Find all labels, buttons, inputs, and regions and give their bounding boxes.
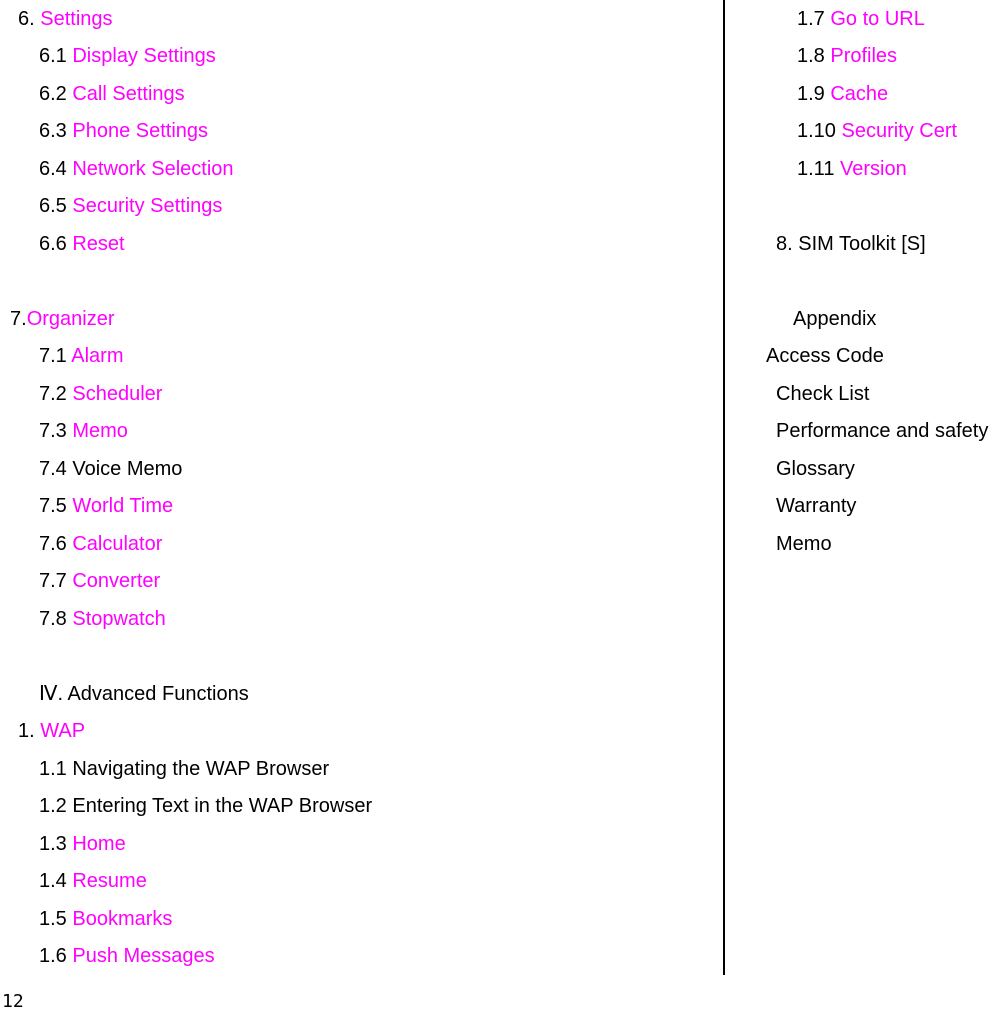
appendix-item: Access Code	[766, 345, 884, 367]
toc-link[interactable]: Cache	[830, 83, 889, 105]
toc-link[interactable]: World Time	[72, 495, 174, 517]
toc-item[interactable]: 1.10 Security Cert	[797, 120, 958, 142]
toc-link[interactable]: Calculator	[72, 533, 163, 555]
toc-link[interactable]: Security Settings	[72, 195, 223, 217]
toc-item[interactable]: 1.8 Profiles	[797, 45, 898, 67]
toc-item[interactable]: 1.6 Push Messages	[39, 945, 215, 967]
toc-item[interactable]: 1.9 Cache	[797, 83, 889, 105]
appendix-item: Performance and safety	[776, 420, 989, 442]
toc-link[interactable]: Stopwatch	[72, 608, 166, 630]
toc-item[interactable]: 7.7 Converter	[39, 570, 161, 592]
toc-item[interactable]: 1.4 Resume	[39, 870, 147, 892]
toc-item[interactable]: 7.2 Scheduler	[39, 383, 163, 405]
toc-link[interactable]: Converter	[72, 570, 161, 592]
appendix-item: Warranty	[776, 495, 857, 517]
toc-link[interactable]: Push Messages	[72, 945, 215, 967]
toc-link[interactable]: Bookmarks	[72, 908, 173, 930]
toc-link-organizer[interactable]: Organizer	[26, 308, 115, 330]
toc-link[interactable]: Call Settings	[72, 83, 185, 105]
toc-section-settings[interactable]: 6. Settings	[18, 8, 113, 30]
toc-link[interactable]: Go to URL	[830, 8, 925, 30]
toc-item-text: 7.4 Voice Memo	[39, 458, 183, 480]
toc-item[interactable]: 6.1 Display Settings	[39, 45, 216, 67]
toc-item[interactable]: 7.1 Alarm	[39, 345, 124, 367]
toc-link[interactable]: Security Cert	[841, 120, 958, 142]
toc-item[interactable]: 1.11 Version	[797, 158, 907, 180]
toc-item-text: 8. SIM Toolkit [S]	[776, 233, 926, 255]
toc-link[interactable]: Network Selection	[72, 158, 234, 180]
toc-link[interactable]: Version	[840, 158, 907, 180]
toc-link[interactable]: Memo	[72, 420, 128, 442]
toc-item[interactable]: 7.8 Stopwatch	[39, 608, 166, 630]
appendix-item: Check List	[776, 383, 870, 405]
toc-link-settings[interactable]: Settings	[40, 8, 113, 30]
toc-item[interactable]: 6.5 Security Settings	[39, 195, 223, 217]
toc-item[interactable]: 1.7 Go to URL	[797, 8, 925, 30]
chapter-heading: Ⅳ. Advanced Functions	[39, 683, 249, 705]
toc-item-text: 1.2 Entering Text in the WAP Browser	[39, 795, 373, 817]
toc-link[interactable]: Alarm	[71, 345, 124, 367]
toc-item[interactable]: 6.3 Phone Settings	[39, 120, 209, 142]
appendix-item: Memo	[776, 533, 832, 555]
appendix-item: Glossary	[776, 458, 855, 480]
toc-item[interactable]: 6.6 Reset	[39, 233, 125, 255]
toc-item[interactable]: 6.2 Call Settings	[39, 83, 185, 105]
toc-item[interactable]: 7.5 World Time	[39, 495, 174, 517]
toc-item[interactable]: 7.6 Calculator	[39, 533, 163, 555]
toc-link[interactable]: Phone Settings	[72, 120, 209, 142]
toc-link[interactable]: Reset	[72, 233, 125, 255]
toc-link[interactable]: Resume	[72, 870, 147, 892]
toc-section-wap[interactable]: 1. WAP	[18, 720, 86, 742]
toc-link-wap[interactable]: WAP	[40, 720, 86, 742]
column-divider	[723, 0, 725, 975]
toc-item[interactable]: 6.4 Network Selection	[39, 158, 234, 180]
toc-link[interactable]: Scheduler	[72, 383, 163, 405]
toc-item-text: 1.1 Navigating the WAP Browser	[39, 758, 330, 780]
appendix-heading: Appendix	[793, 308, 877, 330]
toc-link[interactable]: Profiles	[830, 45, 898, 67]
toc-link[interactable]: Home	[72, 833, 126, 855]
toc-link[interactable]: Display Settings	[72, 45, 216, 67]
toc-item[interactable]: 1.3 Home	[39, 833, 126, 855]
page-number: 12	[2, 991, 24, 1012]
toc-section-organizer[interactable]: 7.Organizer	[10, 308, 115, 330]
toc-item[interactable]: 7.3 Memo	[39, 420, 128, 442]
toc-item[interactable]: 1.5 Bookmarks	[39, 908, 173, 930]
